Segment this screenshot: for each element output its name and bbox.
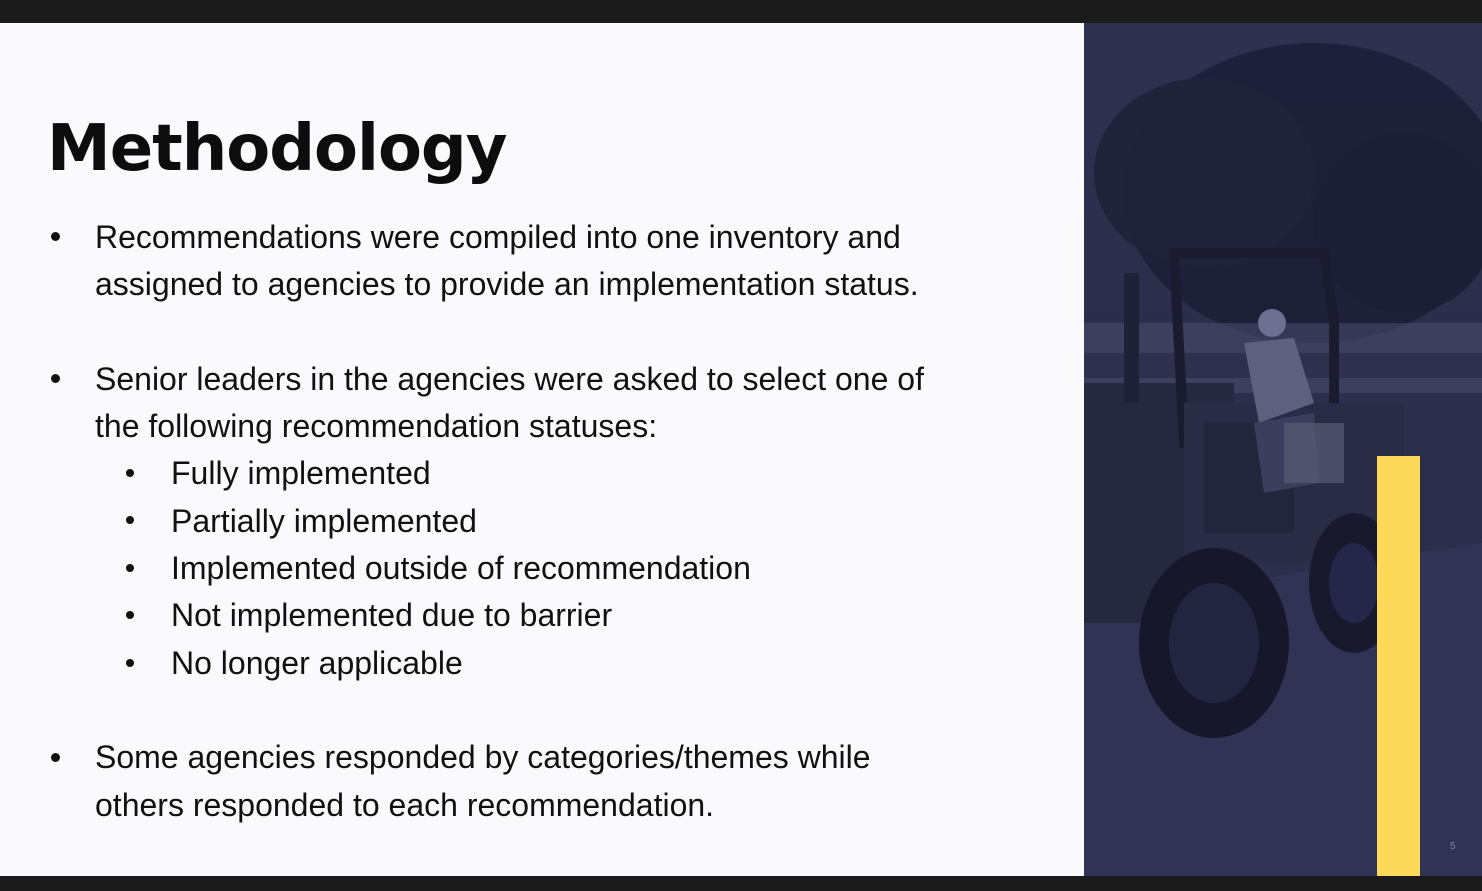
accent-bar xyxy=(1377,456,1420,876)
tractor-photo-illustration xyxy=(1084,23,1482,876)
sub-bullet-dot xyxy=(126,516,134,524)
bullet-3-line-1: Some agencies responded by categories/themes while xyxy=(95,739,871,775)
sub-bullet-dot xyxy=(126,469,134,477)
sub-bullet-item: Partially implemented xyxy=(171,503,477,539)
sub-bullet-item: No longer applicable xyxy=(171,645,463,681)
slide-title: Methodology xyxy=(47,112,507,186)
tractor-photo xyxy=(1084,23,1482,876)
sub-bullet-item: Fully implemented xyxy=(171,455,431,491)
sub-bullet-dot xyxy=(126,564,134,572)
slide xyxy=(0,23,1482,876)
bullet-2-line-2: the following recommendation statuses: xyxy=(95,408,658,444)
bullet-2-line-1: Senior leaders in the agencies were asked to select one of xyxy=(95,361,924,397)
bullet-1-line-2: assigned to agencies to provide an implementation status. xyxy=(95,266,919,302)
bullet-dot xyxy=(51,753,60,762)
window-bottom-bar xyxy=(0,876,1482,891)
bullet-dot xyxy=(51,374,60,383)
sub-bullet-item: Implemented outside of recommendation xyxy=(171,550,751,586)
sub-bullet-dot xyxy=(126,659,134,667)
sub-bullet-dot xyxy=(126,611,134,619)
bullet-3-line-2: others responded to each recommendation. xyxy=(95,787,715,823)
bullet-1-line-1: Recommendations were compiled into one inventory and xyxy=(95,219,901,255)
page-number: 5 xyxy=(1450,841,1456,852)
bullet-dot xyxy=(51,232,60,241)
window-top-bar xyxy=(0,0,1482,23)
sub-bullet-item: Not implemented due to barrier xyxy=(171,597,613,633)
